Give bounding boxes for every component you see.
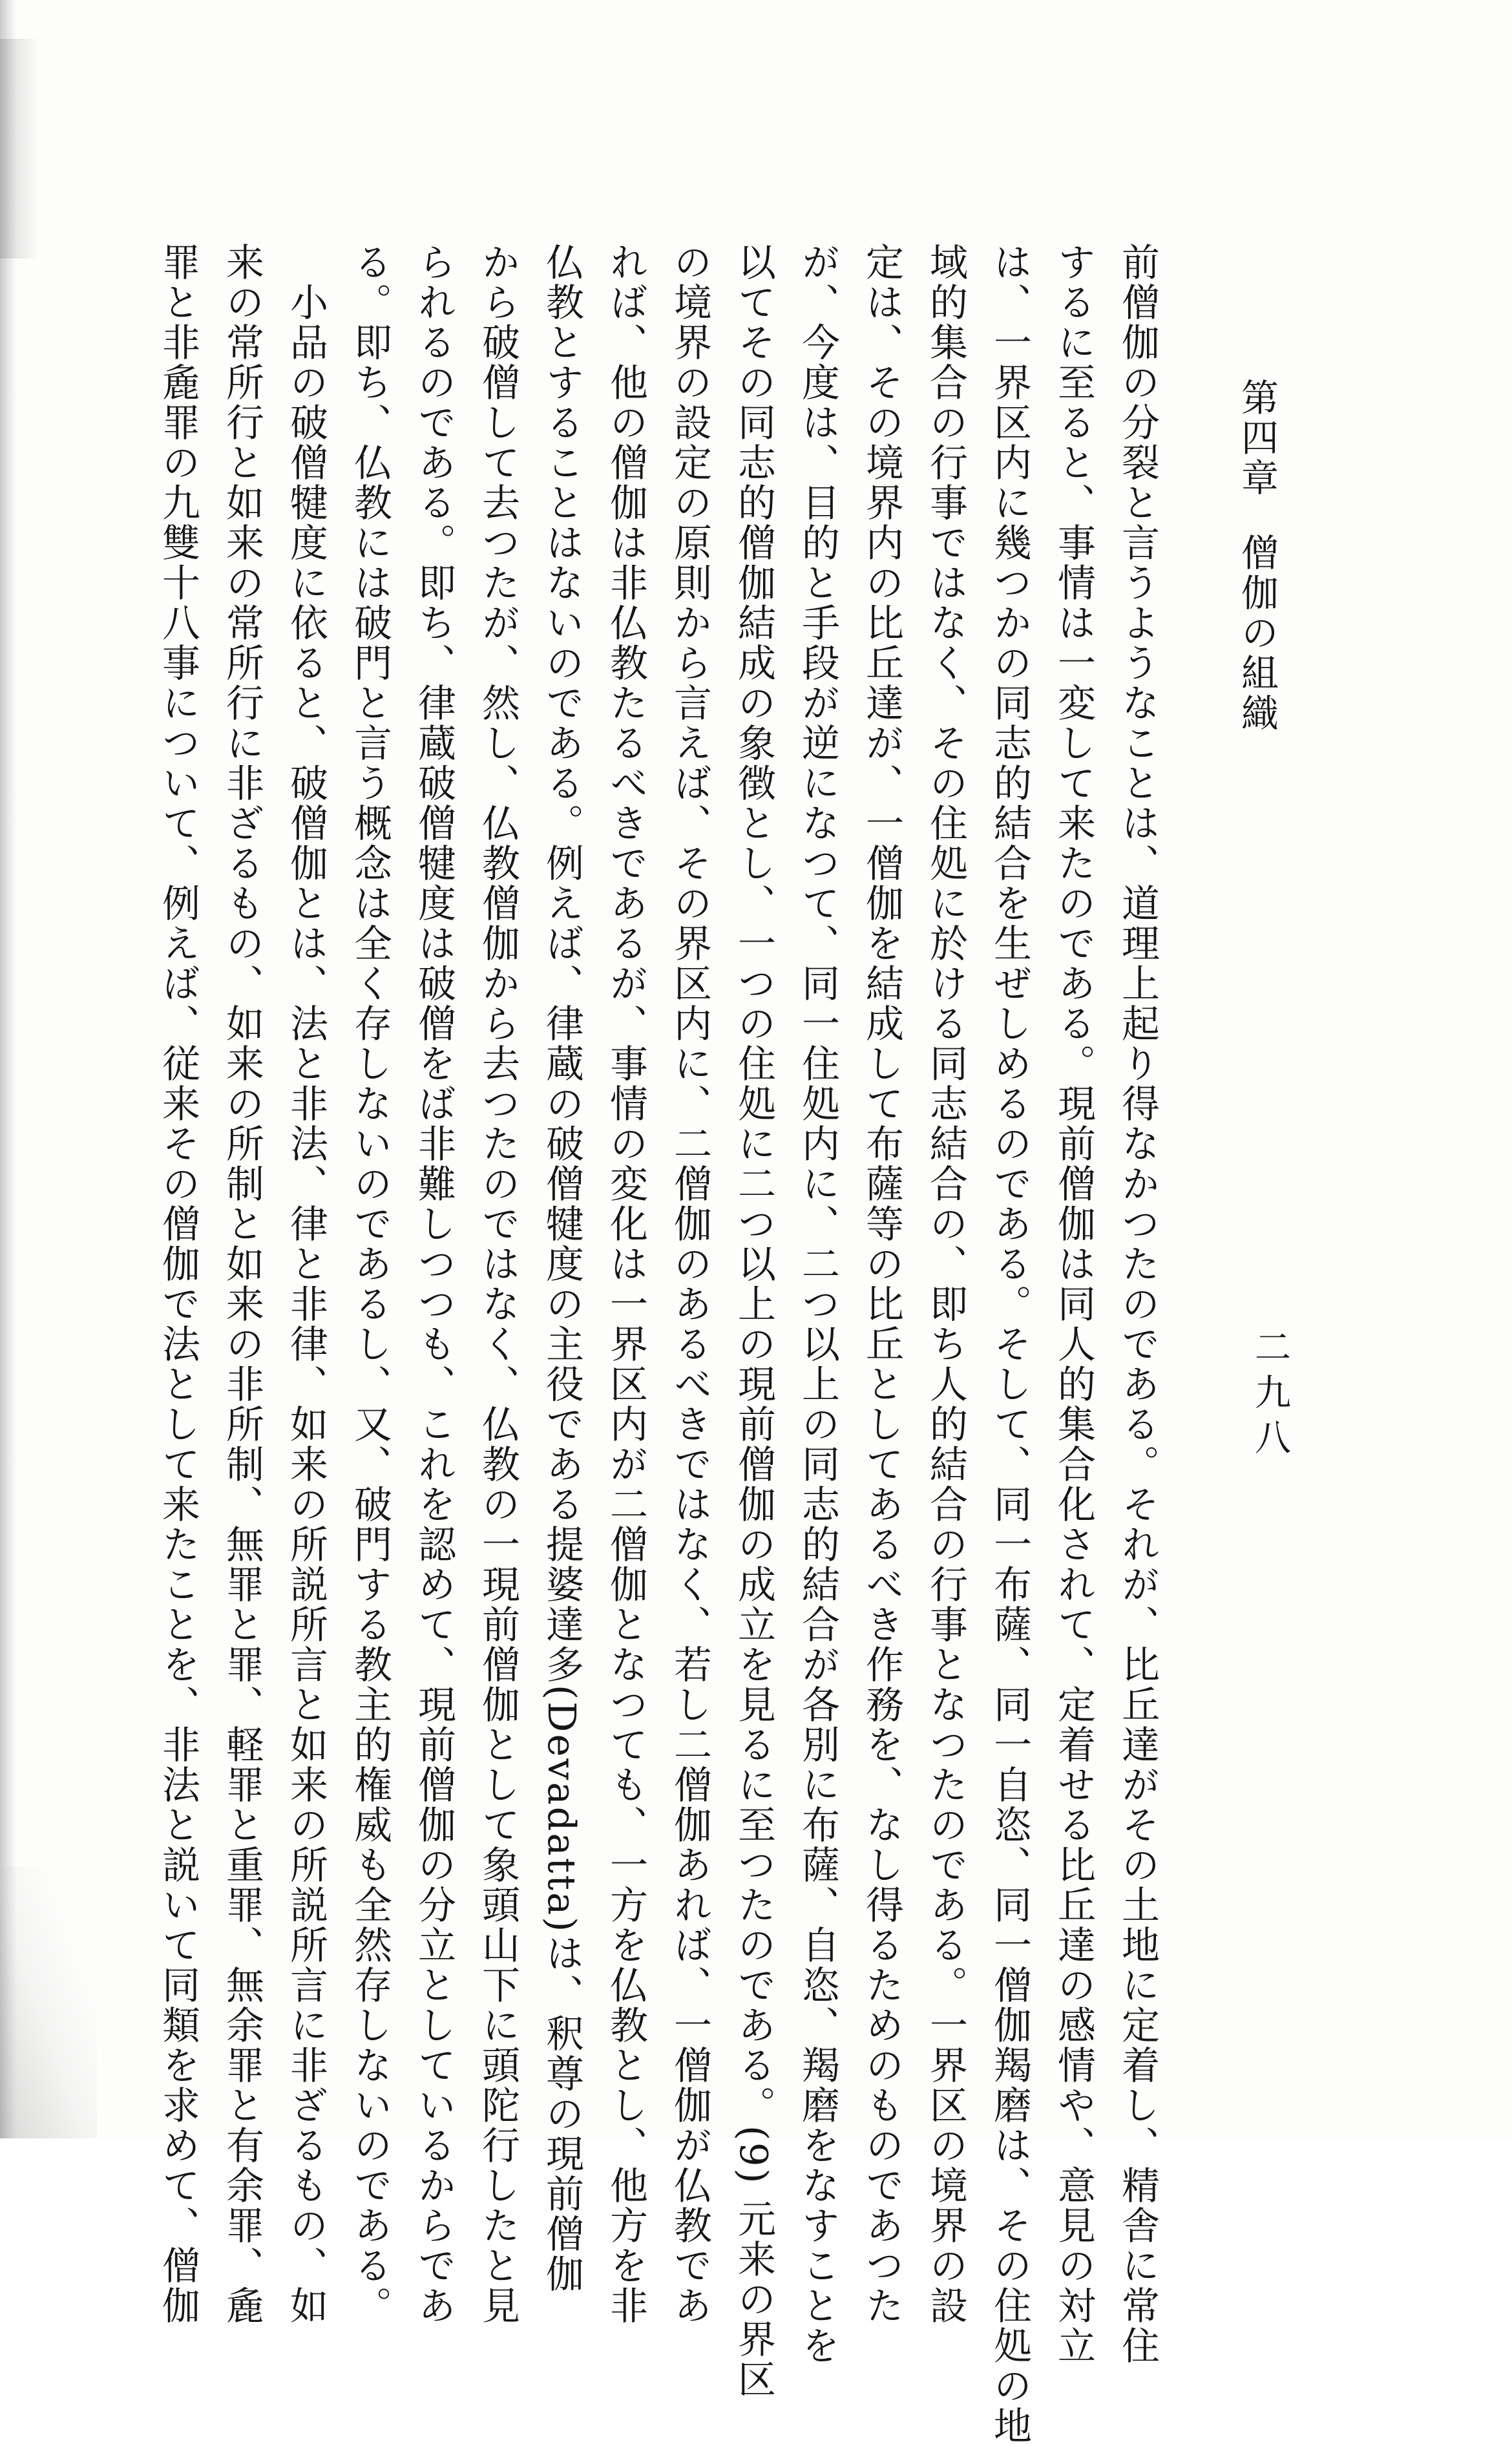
text-line: 罪と非麁罪の九雙十八事について、例えば、従来その僧伽で法として来たことを、非法と説いて同類を求めて、僧伽 <box>156 242 200 2326</box>
text-line: 定は、その境界内の比丘達が、一僧伽を結成して布薩等の比丘としてあるべき作務を、なし得るためのものであつた <box>859 242 904 2326</box>
text-line: 来の常所行と如来の常所行に非ざるもの、如来の所制と如来の非所制、無罪と罪、軽罪と重罪、無余罪と有余罪、麁 <box>220 242 264 2326</box>
scan-edge-noise-bottom <box>0 1867 97 2138</box>
page-number: 二九八 <box>1249 1328 1291 1464</box>
chapter-number: 第四章 <box>1235 378 1279 498</box>
running-head <box>1234 378 1279 733</box>
body-text <box>156 242 1170 2446</box>
text-line: 以てその同志的僧伽結成の象徴とし、一つの住処に二つ以上の現前僧伽の成立を見るに至つたのである。(9) 元来の界区 <box>731 242 776 2400</box>
text-line: れば、他の僧伽は非仏教たるべきであるが、事情の変化は一界区内が二僧伽となつても、一方を仏教とし、他方を非 <box>604 242 648 2326</box>
text-line: するに至ると、事情は一変して来たのである。現前僧伽は同人的集合化されて、定着せる比丘達の感情や、意見の対立 <box>1051 242 1096 2366</box>
scan-edge-shadow <box>0 0 17 2138</box>
text-line: は、一界区内に幾つかの同志的結合を生ぜしめるのである。そして、同一布薩、同一自恣、同一僧伽羯磨は、その住処の地 <box>987 242 1032 2446</box>
scan-edge-noise-top <box>0 39 39 258</box>
text-line-paragraph-start: 小品の破僧犍度に依ると、破僧伽とは、法と非法、律と非律、如来の所説所言と如来の所説所言に非ざるもの、如 <box>284 282 328 2326</box>
chapter-title: 僧伽の組織 <box>1235 533 1279 733</box>
text-line: が、今度は、目的と手段が逆になつて、同一住処内に、二つ以上の同志的結合が各別に布薩、自恣、羯磨をなすことを <box>795 242 840 2366</box>
text-line: の境界の設定の原則から言えば、その界区内に、二僧伽のあるべきではなく、若し二僧伽あれば、一僧伽が仏教であ <box>667 242 712 2326</box>
text-line: られるのである。即ち、律蔵破僧犍度は破僧をば非難しつつも、これを認めて、現前僧伽の分立としているからであ <box>412 242 456 2326</box>
text-line: る。即ち、仏教には破門と言う概念は全く存しないのであるし、又、破門する教主的権威も全然存しないのである。 <box>348 242 392 2326</box>
text-line: 仏教とすることはないのである。例えば、律蔵の破僧犍度の主役である提婆達多(Devadatta)は、釈尊の現前僧伽 <box>540 242 584 2295</box>
text-line: 域的集合の行事ではなく、その住処に於ける同志結合の、即ち人的結合の行事となつたのである。一界区の境界の設 <box>923 242 968 2326</box>
text-line: から破僧して去つたが、然し、仏教僧伽から去つたのではなく、仏教の一現前僧伽として象頭山下に頭陀行したと見 <box>476 242 520 2326</box>
text-line: 前僧伽の分裂と言うようなことは、道理上起り得なかつたのである。それが、比丘達がその土地に定着し、精舎に常住 <box>1115 242 1160 2366</box>
